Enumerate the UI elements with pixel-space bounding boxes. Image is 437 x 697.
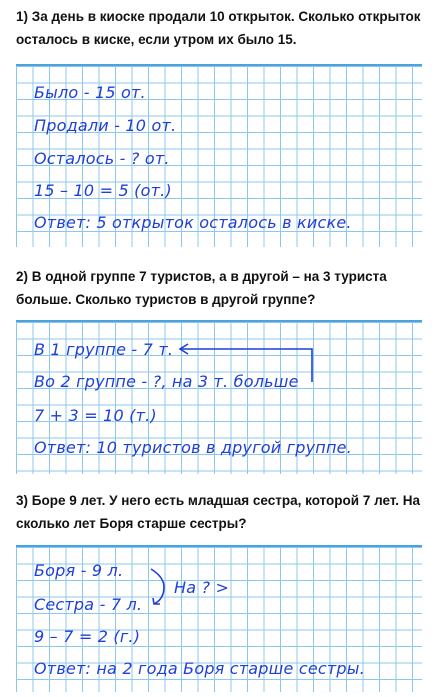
problem-1-line-3: Осталось - ? от. [34,149,170,168]
problem-2-answer: Ответ: 10 туристов в другой группе. [34,438,352,457]
problem-1-line-1: Было - 15 от. [34,83,146,102]
problem-3-line-3: 9 – 7 = 2 (г.) [34,627,141,646]
brace-label: На ? > [174,578,230,597]
problem-3-line-1: Боря - 9 л. [34,561,124,580]
problem-2-line-1: В 1 группе - 7 т. [34,340,174,359]
problem-2-line-3: 7 + 3 = 10 (т.) [34,406,157,425]
problem-3-grid [16,545,422,692]
problem-1-line-4: 15 – 10 = 5 (от.) [34,181,172,200]
problem-1-grid [16,64,422,247]
problem-1-answer: Ответ: 5 открыток осталось в киске. [34,213,352,232]
problem-1-line-2: Продали - 10 от. [34,116,177,135]
problem-2-line-2: Во 2 группе - ?, на 3 т. больше [34,372,299,391]
problem-2-text: 2) В одной группе 7 туристов, а в другой – на 3 туриста больше. Сколько туристов в другой группе? [16,269,387,307]
problem-1-text: 1) За день в киоске продали 10 открыток. Сколько открыток осталось в киске, если утром их было 15. [16,9,421,47]
problem-3-answer: Ответ: на 2 года Боря старше сестры. [34,659,365,678]
problem-3-line-2: Сестра - 7 л. [34,595,143,614]
problem-3-text: 3) Боре 9 лет. У него есть младшая сестра, которой 7 лет. На сколько лет Боря старше сестры? [16,493,420,531]
problem-2-grid [16,320,422,474]
